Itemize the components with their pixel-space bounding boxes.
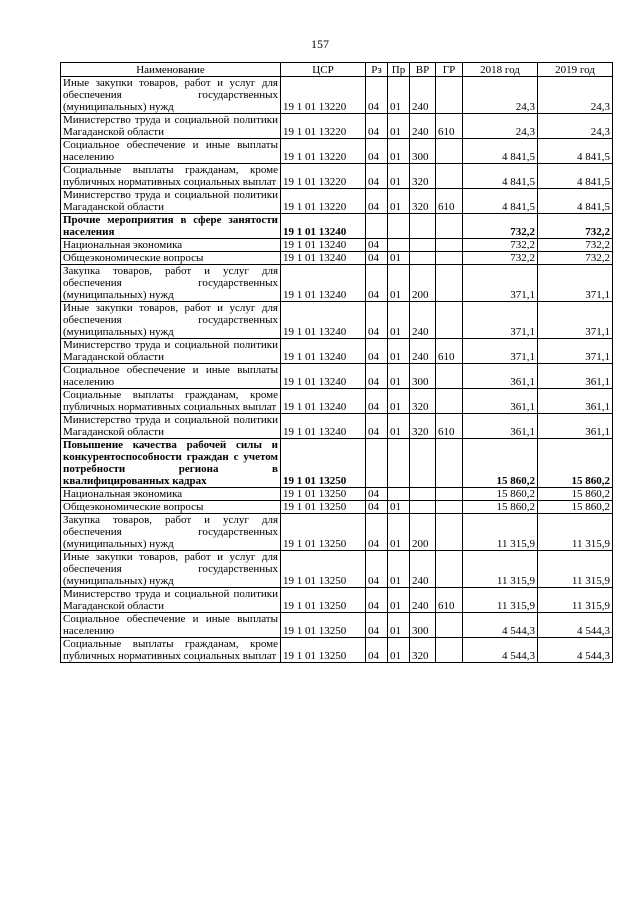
cell-2018: 15 860,2 bbox=[463, 439, 538, 488]
cell-2019: 371,1 bbox=[538, 302, 613, 339]
cell-vr bbox=[410, 239, 436, 252]
cell-2018: 4 544,3 bbox=[463, 613, 538, 638]
cell-gr bbox=[436, 265, 463, 302]
table-row bbox=[61, 613, 613, 638]
cell-gr bbox=[436, 239, 463, 252]
cell-pr: 01 bbox=[388, 364, 410, 389]
cell-pr: 01 bbox=[388, 302, 410, 339]
cell-rz: 04 bbox=[366, 389, 388, 414]
cell-csr: 19 1 01 13250 bbox=[281, 638, 366, 663]
cell-pr: 01 bbox=[388, 252, 410, 265]
cell-2019: 371,1 bbox=[538, 265, 613, 302]
col-header-pr: Пр bbox=[388, 63, 410, 77]
cell-name: Закупка товаров, работ и услуг для обеспечения государственных (муниципальных) нужд bbox=[61, 265, 281, 302]
col-header-rz: Рз bbox=[366, 63, 388, 77]
col-header-vr: ВР bbox=[410, 63, 436, 77]
cell-pr bbox=[388, 214, 410, 239]
cell-name: Социальные выплаты гражданам, кроме публичных нормативных социальных выплат bbox=[61, 638, 281, 663]
cell-vr: 200 bbox=[410, 265, 436, 302]
cell-vr: 300 bbox=[410, 139, 436, 164]
cell-csr: 19 1 01 13240 bbox=[281, 339, 366, 364]
cell-name: Прочие мероприятия в сфере занятости населения bbox=[61, 214, 281, 239]
cell-csr: 19 1 01 13240 bbox=[281, 414, 366, 439]
cell-2019: 732,2 bbox=[538, 252, 613, 265]
cell-rz: 04 bbox=[366, 164, 388, 189]
cell-csr: 19 1 01 13250 bbox=[281, 439, 366, 488]
cell-gr bbox=[436, 488, 463, 501]
cell-gr bbox=[436, 364, 463, 389]
cell-rz: 04 bbox=[366, 514, 388, 551]
page-number: 157 bbox=[311, 37, 329, 51]
cell-vr: 240 bbox=[410, 77, 436, 114]
col-header-2018: 2018 год bbox=[463, 63, 538, 77]
table-row bbox=[61, 265, 613, 302]
col-header-2019: 2019 год bbox=[538, 63, 613, 77]
cell-pr: 01 bbox=[388, 638, 410, 663]
cell-vr: 240 bbox=[410, 339, 436, 364]
cell-pr bbox=[388, 488, 410, 501]
cell-name: Социальное обеспечение и иные выплаты населению bbox=[61, 139, 281, 164]
table-row bbox=[61, 588, 613, 613]
cell-csr: 19 1 01 13220 bbox=[281, 114, 366, 139]
cell-rz: 04 bbox=[366, 588, 388, 613]
cell-2018: 371,1 bbox=[463, 339, 538, 364]
cell-gr: 610 bbox=[436, 339, 463, 364]
cell-gr bbox=[436, 439, 463, 488]
cell-rz: 04 bbox=[366, 114, 388, 139]
cell-vr: 320 bbox=[410, 164, 436, 189]
cell-vr bbox=[410, 252, 436, 265]
cell-2019: 15 860,2 bbox=[538, 488, 613, 501]
cell-name: Министерство труда и социальной политики Магаданской области bbox=[61, 588, 281, 613]
cell-2018: 4 544,3 bbox=[463, 638, 538, 663]
table-row bbox=[61, 514, 613, 551]
cell-rz: 04 bbox=[366, 252, 388, 265]
cell-2018: 732,2 bbox=[463, 239, 538, 252]
cell-2018: 361,1 bbox=[463, 389, 538, 414]
cell-2019: 361,1 bbox=[538, 389, 613, 414]
cell-name: Социальные выплаты гражданам, кроме публичных нормативных социальных выплат bbox=[61, 164, 281, 189]
cell-rz: 04 bbox=[366, 77, 388, 114]
cell-name: Социальное обеспечение и иные выплаты населению bbox=[61, 613, 281, 638]
cell-2018: 11 315,9 bbox=[463, 588, 538, 613]
cell-2019: 361,1 bbox=[538, 364, 613, 389]
cell-2019: 732,2 bbox=[538, 239, 613, 252]
cell-rz: 04 bbox=[366, 488, 388, 501]
cell-name: Общеэкономические вопросы bbox=[61, 252, 281, 265]
cell-2018: 11 315,9 bbox=[463, 551, 538, 588]
table-body bbox=[61, 77, 613, 663]
cell-vr: 300 bbox=[410, 613, 436, 638]
cell-pr: 01 bbox=[388, 189, 410, 214]
cell-2018: 361,1 bbox=[463, 414, 538, 439]
cell-rz: 04 bbox=[366, 364, 388, 389]
cell-vr: 240 bbox=[410, 302, 436, 339]
table-row bbox=[61, 189, 613, 214]
cell-pr: 01 bbox=[388, 164, 410, 189]
cell-name: Министерство труда и социальной политики Магаданской области bbox=[61, 339, 281, 364]
cell-2019: 4 841,5 bbox=[538, 139, 613, 164]
cell-2019: 4 544,3 bbox=[538, 638, 613, 663]
table-row bbox=[61, 551, 613, 588]
cell-vr: 320 bbox=[410, 414, 436, 439]
budget-table bbox=[60, 62, 613, 663]
cell-name: Национальная экономика bbox=[61, 488, 281, 501]
cell-vr bbox=[410, 501, 436, 514]
cell-name: Социальные выплаты гражданам, кроме публичных нормативных социальных выплат bbox=[61, 389, 281, 414]
table-row bbox=[61, 139, 613, 164]
cell-vr: 240 bbox=[410, 114, 436, 139]
cell-2019: 15 860,2 bbox=[538, 501, 613, 514]
cell-2018: 15 860,2 bbox=[463, 501, 538, 514]
cell-rz: 04 bbox=[366, 551, 388, 588]
cell-csr: 19 1 01 13240 bbox=[281, 252, 366, 265]
cell-pr: 01 bbox=[388, 265, 410, 302]
cell-name: Национальная экономика bbox=[61, 239, 281, 252]
cell-vr: 300 bbox=[410, 364, 436, 389]
table-row bbox=[61, 252, 613, 265]
cell-gr bbox=[436, 77, 463, 114]
cell-csr: 19 1 01 13240 bbox=[281, 389, 366, 414]
cell-vr bbox=[410, 439, 436, 488]
table-row bbox=[61, 114, 613, 139]
cell-2018: 732,2 bbox=[463, 252, 538, 265]
cell-vr: 320 bbox=[410, 638, 436, 663]
col-header-gr: ГР bbox=[436, 63, 463, 77]
cell-pr: 01 bbox=[388, 139, 410, 164]
cell-pr: 01 bbox=[388, 613, 410, 638]
cell-csr: 19 1 01 13240 bbox=[281, 239, 366, 252]
cell-rz: 04 bbox=[366, 265, 388, 302]
cell-rz: 04 bbox=[366, 414, 388, 439]
cell-2018: 4 841,5 bbox=[463, 164, 538, 189]
cell-2018: 24,3 bbox=[463, 114, 538, 139]
cell-2019: 4 544,3 bbox=[538, 613, 613, 638]
table-row bbox=[61, 414, 613, 439]
cell-name: Министерство труда и социальной политики Магаданской области bbox=[61, 189, 281, 214]
cell-gr: 610 bbox=[436, 414, 463, 439]
table-row bbox=[61, 239, 613, 252]
cell-rz: 04 bbox=[366, 189, 388, 214]
cell-csr: 19 1 01 13220 bbox=[281, 139, 366, 164]
cell-2019: 11 315,9 bbox=[538, 551, 613, 588]
cell-2018: 4 841,5 bbox=[463, 189, 538, 214]
cell-2018: 371,1 bbox=[463, 265, 538, 302]
cell-gr: 610 bbox=[436, 588, 463, 613]
cell-vr: 320 bbox=[410, 189, 436, 214]
cell-csr: 19 1 01 13240 bbox=[281, 302, 366, 339]
cell-pr: 01 bbox=[388, 501, 410, 514]
cell-name: Министерство труда и социальной политики Магаданской области bbox=[61, 414, 281, 439]
cell-rz: 04 bbox=[366, 339, 388, 364]
cell-csr: 19 1 01 13250 bbox=[281, 514, 366, 551]
cell-rz: 04 bbox=[366, 139, 388, 164]
cell-vr: 240 bbox=[410, 551, 436, 588]
cell-gr: 610 bbox=[436, 114, 463, 139]
cell-pr: 01 bbox=[388, 551, 410, 588]
cell-csr: 19 1 01 13250 bbox=[281, 501, 366, 514]
cell-name: Социальное обеспечение и иные выплаты населению bbox=[61, 364, 281, 389]
cell-name: Иные закупки товаров, работ и услуг для обеспечения государственных (муниципальных) нужд bbox=[61, 551, 281, 588]
col-header-csr: ЦСР bbox=[281, 63, 366, 77]
cell-gr bbox=[436, 613, 463, 638]
cell-pr: 01 bbox=[388, 414, 410, 439]
table-row bbox=[61, 501, 613, 514]
cell-gr bbox=[436, 302, 463, 339]
cell-csr: 19 1 01 13240 bbox=[281, 265, 366, 302]
cell-pr: 01 bbox=[388, 389, 410, 414]
cell-2019: 11 315,9 bbox=[538, 514, 613, 551]
cell-pr: 01 bbox=[388, 588, 410, 613]
cell-2019: 4 841,5 bbox=[538, 164, 613, 189]
table-row bbox=[61, 77, 613, 114]
cell-vr: 200 bbox=[410, 514, 436, 551]
cell-rz: 04 bbox=[366, 613, 388, 638]
cell-2019: 24,3 bbox=[538, 77, 613, 114]
cell-2019: 371,1 bbox=[538, 339, 613, 364]
cell-name: Министерство труда и социальной политики Магаданской области bbox=[61, 114, 281, 139]
cell-rz: 04 bbox=[366, 501, 388, 514]
cell-rz: 04 bbox=[366, 638, 388, 663]
table-row bbox=[61, 214, 613, 239]
cell-2018: 11 315,9 bbox=[463, 514, 538, 551]
cell-gr bbox=[436, 139, 463, 164]
cell-name: Иные закупки товаров, работ и услуг для обеспечения государственных (муниципальных) нужд bbox=[61, 77, 281, 114]
table-row bbox=[61, 364, 613, 389]
table-row bbox=[61, 389, 613, 414]
cell-pr bbox=[388, 239, 410, 252]
cell-gr bbox=[436, 551, 463, 588]
cell-2018: 4 841,5 bbox=[463, 139, 538, 164]
cell-rz: 04 bbox=[366, 239, 388, 252]
cell-pr: 01 bbox=[388, 77, 410, 114]
cell-rz bbox=[366, 439, 388, 488]
cell-2018: 371,1 bbox=[463, 302, 538, 339]
cell-gr bbox=[436, 389, 463, 414]
cell-pr bbox=[388, 439, 410, 488]
cell-2019: 15 860,2 bbox=[538, 439, 613, 488]
cell-gr bbox=[436, 252, 463, 265]
table-row bbox=[61, 488, 613, 501]
cell-name: Повышение качества рабочей силы и конкурентоспособности граждан с учетом потребности региона в квалифицированных кадрах bbox=[61, 439, 281, 488]
cell-pr: 01 bbox=[388, 114, 410, 139]
table-header-row bbox=[61, 63, 613, 77]
cell-2019: 732,2 bbox=[538, 214, 613, 239]
cell-csr: 19 1 01 13240 bbox=[281, 364, 366, 389]
cell-name: Иные закупки товаров, работ и услуг для обеспечения государственных (муниципальных) нужд bbox=[61, 302, 281, 339]
cell-csr: 19 1 01 13220 bbox=[281, 77, 366, 114]
cell-csr: 19 1 01 13240 bbox=[281, 214, 366, 239]
cell-rz bbox=[366, 214, 388, 239]
cell-gr bbox=[436, 514, 463, 551]
table-row bbox=[61, 439, 613, 488]
cell-gr bbox=[436, 501, 463, 514]
cell-2019: 361,1 bbox=[538, 414, 613, 439]
cell-csr: 19 1 01 13250 bbox=[281, 551, 366, 588]
cell-2018: 15 860,2 bbox=[463, 488, 538, 501]
cell-2018: 732,2 bbox=[463, 214, 538, 239]
col-header-name: Наименование bbox=[61, 63, 281, 77]
table-row bbox=[61, 339, 613, 364]
cell-rz: 04 bbox=[366, 302, 388, 339]
cell-vr: 320 bbox=[410, 389, 436, 414]
cell-csr: 19 1 01 13250 bbox=[281, 588, 366, 613]
cell-pr: 01 bbox=[388, 339, 410, 364]
cell-csr: 19 1 01 13250 bbox=[281, 488, 366, 501]
table-row bbox=[61, 302, 613, 339]
cell-csr: 19 1 01 13250 bbox=[281, 613, 366, 638]
cell-gr bbox=[436, 638, 463, 663]
cell-2018: 24,3 bbox=[463, 77, 538, 114]
table-row bbox=[61, 164, 613, 189]
cell-gr bbox=[436, 214, 463, 239]
cell-name: Общеэкономические вопросы bbox=[61, 501, 281, 514]
cell-2019: 24,3 bbox=[538, 114, 613, 139]
cell-vr: 240 bbox=[410, 588, 436, 613]
cell-2019: 4 841,5 bbox=[538, 189, 613, 214]
cell-gr: 610 bbox=[436, 189, 463, 214]
table-row bbox=[61, 638, 613, 663]
cell-2019: 11 315,9 bbox=[538, 588, 613, 613]
cell-csr: 19 1 01 13220 bbox=[281, 189, 366, 214]
cell-pr: 01 bbox=[388, 514, 410, 551]
cell-csr: 19 1 01 13220 bbox=[281, 164, 366, 189]
cell-2018: 361,1 bbox=[463, 364, 538, 389]
cell-name: Закупка товаров, работ и услуг для обеспечения государственных (муниципальных) нужд bbox=[61, 514, 281, 551]
cell-gr bbox=[436, 164, 463, 189]
cell-vr bbox=[410, 214, 436, 239]
cell-vr bbox=[410, 488, 436, 501]
